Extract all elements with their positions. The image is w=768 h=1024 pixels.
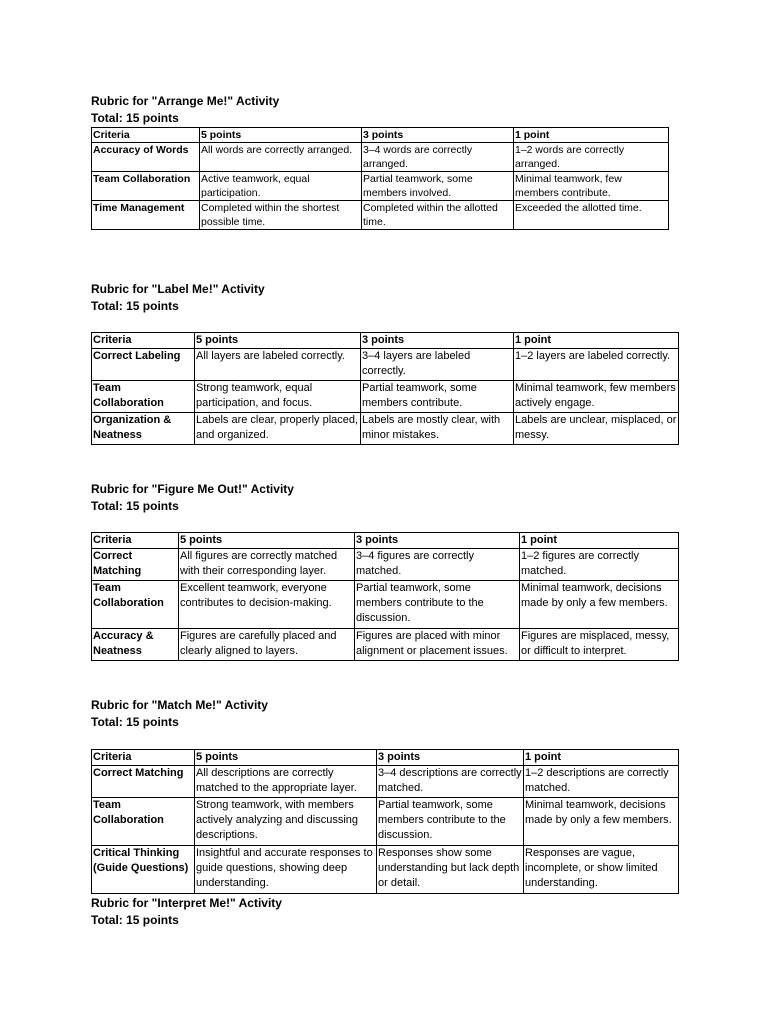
score-5-cell: Figures are carefully placed and clearly aligned to layers.	[179, 629, 355, 661]
section-total-arrange-me: Total: 15 points	[91, 111, 179, 125]
section-title-figure-me-out: Rubric for "Figure Me Out!" Activity	[91, 482, 294, 496]
table-header-row	[92, 333, 679, 349]
score-3-cell: 3–4 layers are labeled correctly.	[361, 349, 514, 381]
header-1-point: 1 point	[514, 333, 679, 349]
section-title-interpret-me: Rubric for "Interpret Me!" Activity	[91, 896, 282, 910]
score-5-cell: All words are correctly arranged.	[200, 143, 362, 172]
table-row	[92, 549, 679, 581]
header-3-points: 3 points	[355, 533, 520, 549]
score-3-cell: Completed within the allotted time.	[362, 201, 514, 230]
header-criteria: Criteria	[92, 533, 179, 549]
score-1-cell: Exceeded the allotted time.	[514, 201, 669, 230]
section-title-arrange-me: Rubric for "Arrange Me!" Activity	[91, 94, 280, 108]
score-5-cell: Strong teamwork, with members actively analyzing and discussing descriptions.	[195, 798, 377, 846]
criteria-cell: Team Collaboration	[92, 172, 200, 201]
score-1-cell: Minimal teamwork, few members actively engage.	[514, 381, 679, 413]
score-3-cell: 3–4 figures are correctly matched.	[355, 549, 520, 581]
table-row	[92, 381, 679, 413]
criteria-cell: Team Collaboration	[92, 581, 179, 629]
header-criteria: Criteria	[92, 750, 195, 766]
criteria-cell: Accuracy & Neatness	[92, 629, 179, 661]
table-row	[92, 143, 669, 172]
section-total-figure-me-out: Total: 15 points	[91, 499, 179, 513]
score-3-cell: Labels are mostly clear, with minor mistakes.	[361, 413, 514, 445]
score-5-cell: All figures are correctly matched with their corresponding layer.	[179, 549, 355, 581]
score-3-cell: 3–4 words are correctly arranged.	[362, 143, 514, 172]
criteria-cell: Accuracy of Words	[92, 143, 200, 172]
header-3-points: 3 points	[362, 128, 514, 143]
header-5-points: 5 points	[195, 750, 377, 766]
header-criteria: Criteria	[92, 333, 195, 349]
criteria-cell: Critical Thinking (Guide Questions)	[92, 846, 195, 894]
score-1-cell: Minimal teamwork, decisions made by only a few members.	[520, 581, 679, 629]
table-row	[92, 349, 679, 381]
score-5-cell: Insightful and accurate responses to guide questions, showing deep understanding.	[195, 846, 377, 894]
criteria-cell: Correct Labeling	[92, 349, 195, 381]
score-3-cell: 3–4 descriptions are correctly matched.	[377, 766, 524, 798]
score-1-cell: 1–2 figures are correctly matched.	[520, 549, 679, 581]
section-total-label-me: Total: 15 points	[91, 299, 179, 313]
score-1-cell: Figures are misplaced, messy, or difficult to interpret.	[520, 629, 679, 661]
header-5-points: 5 points	[195, 333, 361, 349]
header-1-point: 1 point	[524, 750, 679, 766]
score-1-cell: Minimal teamwork, few members contribute.	[514, 172, 669, 201]
rubric-table-match-me	[91, 749, 679, 894]
table-row	[92, 172, 669, 201]
section-title-match-me: Rubric for "Match Me!" Activity	[91, 698, 268, 712]
score-5-cell: Strong teamwork, equal participation, and focus.	[195, 381, 361, 413]
criteria-cell: Team Collaboration	[92, 798, 195, 846]
table-row	[92, 629, 679, 661]
table-header-row	[92, 750, 679, 766]
score-1-cell: Labels are unclear, misplaced, or messy.	[514, 413, 679, 445]
rubric-table-label-me	[91, 332, 679, 445]
score-1-cell: Responses are vague, incomplete, or show limited understanding.	[524, 846, 679, 894]
criteria-cell: Correct Matching	[92, 549, 179, 581]
rubric-table-arrange-me	[91, 127, 669, 230]
score-3-cell: Responses show some understanding but lack depth or detail.	[377, 846, 524, 894]
table-row	[92, 413, 679, 445]
header-3-points: 3 points	[377, 750, 524, 766]
score-1-cell: 1–2 descriptions are correctly matched.	[524, 766, 679, 798]
score-3-cell: Partial teamwork, some members involved.	[362, 172, 514, 201]
header-1-point: 1 point	[520, 533, 679, 549]
score-5-cell: Labels are clear, properly placed, and organized.	[195, 413, 361, 445]
header-criteria: Criteria	[92, 128, 200, 143]
score-5-cell: Completed within the shortest possible time.	[200, 201, 362, 230]
criteria-cell: Team Collaboration	[92, 381, 195, 413]
score-5-cell: Excellent teamwork, everyone contributes to decision-making.	[179, 581, 355, 629]
header-1-point: 1 point	[514, 128, 669, 143]
score-1-cell: 1–2 layers are labeled correctly.	[514, 349, 679, 381]
score-1-cell: 1–2 words are correctly arranged.	[514, 143, 669, 172]
score-1-cell: Minimal teamwork, decisions made by only a few members.	[524, 798, 679, 846]
section-total-match-me: Total: 15 points	[91, 715, 179, 729]
criteria-cell: Organization & Neatness	[92, 413, 195, 445]
table-row	[92, 581, 679, 629]
rubric-table-figure-me-out	[91, 532, 679, 661]
header-5-points: 5 points	[200, 128, 362, 143]
criteria-cell: Correct Matching	[92, 766, 195, 798]
header-3-points: 3 points	[361, 333, 514, 349]
table-row	[92, 766, 679, 798]
table-header-row	[92, 533, 679, 549]
header-5-points: 5 points	[179, 533, 355, 549]
table-row	[92, 798, 679, 846]
score-5-cell: All layers are labeled correctly.	[195, 349, 361, 381]
section-total-interpret-me: Total: 15 points	[91, 913, 179, 927]
table-row	[92, 846, 679, 894]
score-5-cell: Active teamwork, equal participation.	[200, 172, 362, 201]
score-5-cell: All descriptions are correctly matched to the appropriate layer.	[195, 766, 377, 798]
table-row	[92, 201, 669, 230]
score-3-cell: Partial teamwork, some members contribute to the discussion.	[355, 581, 520, 629]
section-title-label-me: Rubric for "Label Me!" Activity	[91, 282, 265, 296]
table-header-row	[92, 128, 669, 143]
criteria-cell: Time Management	[92, 201, 200, 230]
score-3-cell: Partial teamwork, some members contribute to the discussion.	[377, 798, 524, 846]
score-3-cell: Figures are placed with minor alignment or placement issues.	[355, 629, 520, 661]
score-3-cell: Partial teamwork, some members contribute.	[361, 381, 514, 413]
